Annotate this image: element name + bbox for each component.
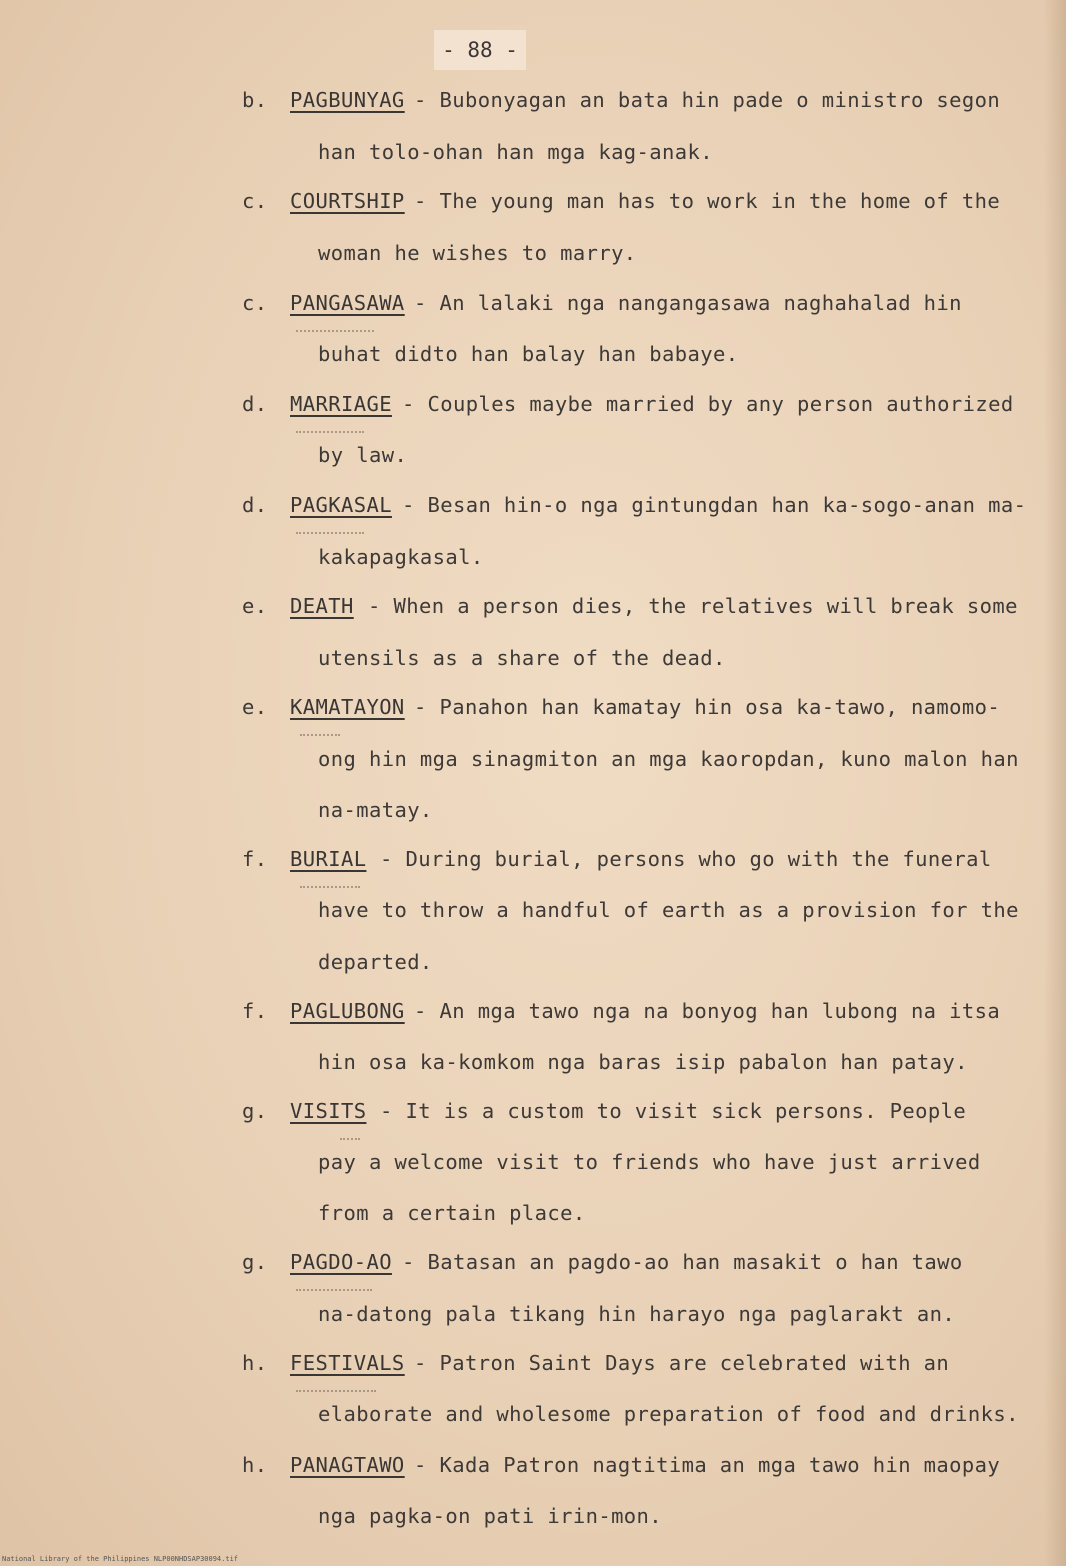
entry-continuation: by law. xyxy=(318,443,408,467)
entry-continuation: buhat didto han balay han babaye. xyxy=(318,342,739,366)
entry-term: FESTIVALS xyxy=(290,1351,405,1375)
entry-continuation: na-matay. xyxy=(318,798,433,822)
entry-letter: e. xyxy=(242,594,268,618)
entry-term: BURIAL xyxy=(290,847,367,871)
entry-term: VISITS xyxy=(290,1099,367,1123)
entry-text: - Batasan an pagdo-ao han masakit o han tawo xyxy=(402,1250,963,1274)
entry-text: - The young man has to work in the home of the xyxy=(414,189,1001,213)
entry-text: - An lalaki nga nangangasawa naghahalad hin xyxy=(414,291,962,315)
entry-continuation: han tolo-ohan han mga kag-anak. xyxy=(318,140,714,164)
entry-continuation: hin osa ka-komkom nga baras isip pabalon han patay. xyxy=(318,1050,968,1074)
entry-text: - Patron Saint Days are celebrated with an xyxy=(414,1351,950,1375)
dotted-mark xyxy=(296,330,374,332)
archive-footer: National Library of the Philippines NLP00NHDSAP30094.tif xyxy=(2,1555,239,1563)
dotted-mark xyxy=(340,1138,360,1140)
dotted-mark xyxy=(296,532,364,534)
entry-term: PAGBUNYAG xyxy=(290,88,405,112)
entry-continuation: nga pagka-on pati irin-mon. xyxy=(318,1504,663,1528)
entry-continuation: kakapagkasal. xyxy=(318,545,484,569)
entry-letter: h. xyxy=(242,1453,268,1477)
entry-text: - Bubonyagan an bata hin pade o ministro segon xyxy=(414,88,1001,112)
entry-letter: e. xyxy=(242,695,268,719)
entry-continuation: utensils as a share of the dead. xyxy=(318,646,726,670)
entry-term: PAGLUBONG xyxy=(290,999,405,1023)
page-number: - 88 - xyxy=(434,30,526,70)
entry-letter: h. xyxy=(242,1351,268,1375)
entry-letter: d. xyxy=(242,493,268,517)
entry-letter: b. xyxy=(242,88,268,112)
entry-term: KAMATAYON xyxy=(290,695,405,719)
entry-continuation: ong hin mga sinagmiton an mga kaoropdan, kuno malon han xyxy=(318,747,1019,771)
dotted-mark xyxy=(300,886,360,888)
entry-letter: d. xyxy=(242,392,268,416)
entry-term: DEATH xyxy=(290,594,354,618)
entry-continuation: elaborate and wholesome preparation of food and drinks. xyxy=(318,1402,1019,1426)
entry-term: PAGDO-AO xyxy=(290,1250,392,1274)
entry-letter: f. xyxy=(242,999,268,1023)
entry-text: - Couples maybe married by any person authorized xyxy=(402,392,1014,416)
entry-continuation: na-datong pala tikang hin harayo nga paglarakt an. xyxy=(318,1302,956,1326)
entry-term: PANAGTAWO xyxy=(290,1453,405,1477)
entry-continuation: departed. xyxy=(318,950,433,974)
entry-letter: f. xyxy=(242,847,268,871)
entry-term: COURTSHIP xyxy=(290,189,405,213)
entry-continuation: have to throw a handful of earth as a provision for the xyxy=(318,898,1019,922)
entry-text: - During burial, persons who go with the funeral xyxy=(380,847,992,871)
dotted-mark xyxy=(300,734,340,736)
entry-text: - Panahon han kamatay hin osa ka-tawo, namomo- xyxy=(414,695,1001,719)
entry-text: - It is a custom to visit sick persons. People xyxy=(380,1099,967,1123)
entry-continuation: woman he wishes to marry. xyxy=(318,241,637,265)
entry-text: - An mga tawo nga na bonyog han lubong na itsa xyxy=(414,999,1001,1023)
entry-term: MARRIAGE xyxy=(290,392,392,416)
entry-letter: g. xyxy=(242,1250,268,1274)
entry-continuation: pay a welcome visit to friends who have just arrived xyxy=(318,1150,981,1174)
dotted-mark xyxy=(296,1289,372,1291)
entry-term: PAGKASAL xyxy=(290,493,392,517)
dotted-mark xyxy=(296,431,364,433)
page-edge-shadow xyxy=(1044,0,1066,1566)
entry-letter: c. xyxy=(242,291,268,315)
entry-text: - Kada Patron nagtitima an mga tawo hin maopay xyxy=(414,1453,1001,1477)
entry-letter: g. xyxy=(242,1099,268,1123)
dotted-mark xyxy=(296,1390,376,1392)
entry-letter: c. xyxy=(242,189,268,213)
entry-text: - Besan hin-o nga gintungdan han ka-sogo-anan ma- xyxy=(402,493,1027,517)
entry-text: - When a person dies, the relatives will break some xyxy=(368,594,1018,618)
entry-term: PANGASAWA xyxy=(290,291,405,315)
entry-continuation: from a certain place. xyxy=(318,1201,586,1225)
